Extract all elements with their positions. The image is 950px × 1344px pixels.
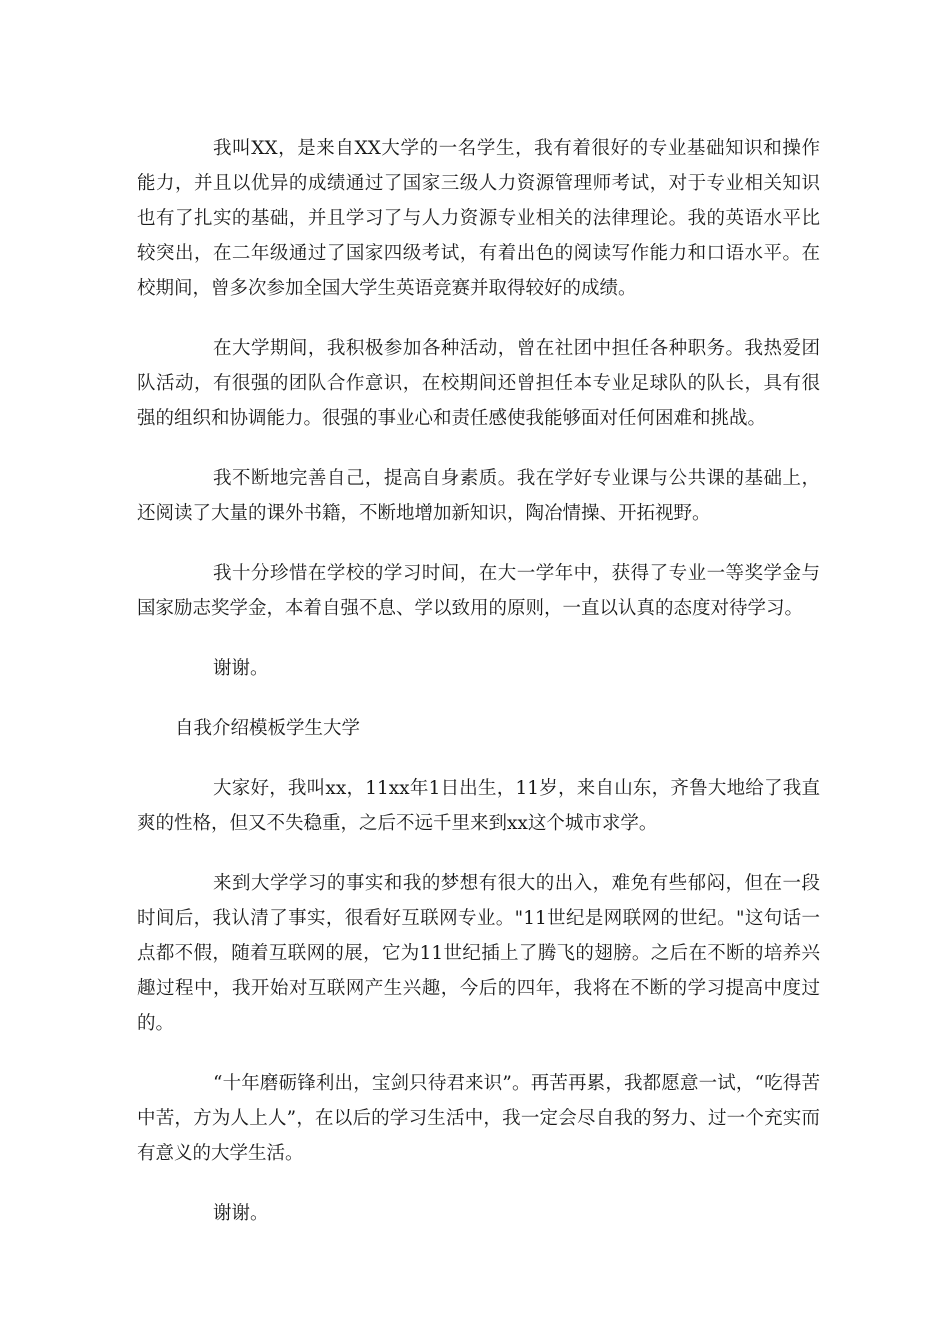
paragraph-internet: 来到大学学习的事实和我的梦想有很大的出入，难免有些郁闷，但在一段时间后，我认清了事实，很看好互联网专业。"11世纪是网联网的世纪。"这句话一点都不假，随着互联网的展，它为11世纪插上了腾飞的翅膀。之后在不断的培养兴趣过程中，我开始对互联网产生兴趣，今后的四年，我将在不断的学习提高中度过的。 (137, 873, 820, 1034)
paragraph-thanks-2: 谢谢。 (213, 1203, 269, 1224)
paragraph-scholarship: 我十分珍惜在学校的学习时间，在大一学年中，获得了专业一等奖学金与国家励志奖学金，本着自强不息、学以致用的原则，一直以认真的态度对待学习。 (137, 563, 820, 619)
paragraph-motto: “十年磨砺锋利出，宝剑只待君来识”。再苦再累，我都愿意一试，“吃得苦中苦，方为人上人”，在以后的学习生活中，我一定会尽自我的努力、过一个充实而有意义的大学生活。 (137, 1073, 820, 1164)
paragraph-intro: 我叫XX，是来自XX大学的一名学生，我有着很好的专业基础知识和操作能力，并且以优异的成绩通过了国家三级人力资源管理师考试，对于专业相关知识也有了扎实的基础，并且学习了与人力资源专业相关的法律理论。我的英语水平比较突出，在二年级通过了国家四级考试，有着出色的阅读写作能力和口语水平。在校期间，曾多次参加全国大学生英语竞赛并取得较好的成绩。 (137, 138, 820, 299)
paragraph-thanks: 谢谢。 (213, 658, 269, 679)
document-body (137, 131, 820, 1231)
paragraph-activities: 在大学期间，我积极参加各种活动，曾在社团中担任各种职务。我热爱团队活动，有很强的团队合作意识，在校期间还曾担任本专业足球队的队长，具有很强的组织和协调能力。很强的事业心和责任感使我能够面对任何困难和挑战。 (137, 338, 820, 429)
section-title: 自我介绍模板学生大学 (175, 718, 361, 739)
paragraph-greeting: 大家好，我叫xx，11xx年1日出生，11岁，来自山东，齐鲁大地给了我直爽的性格，但又不失稳重，之后不远千里来到xx这个城市求学。 (137, 778, 820, 834)
paragraph-self-improvement: 我不断地完善自己，提高自身素质。我在学好专业课与公共课的基础上，还阅读了大量的课外书籍，不断地增加新知识，陶冶情操、开拓视野。 (137, 468, 820, 524)
